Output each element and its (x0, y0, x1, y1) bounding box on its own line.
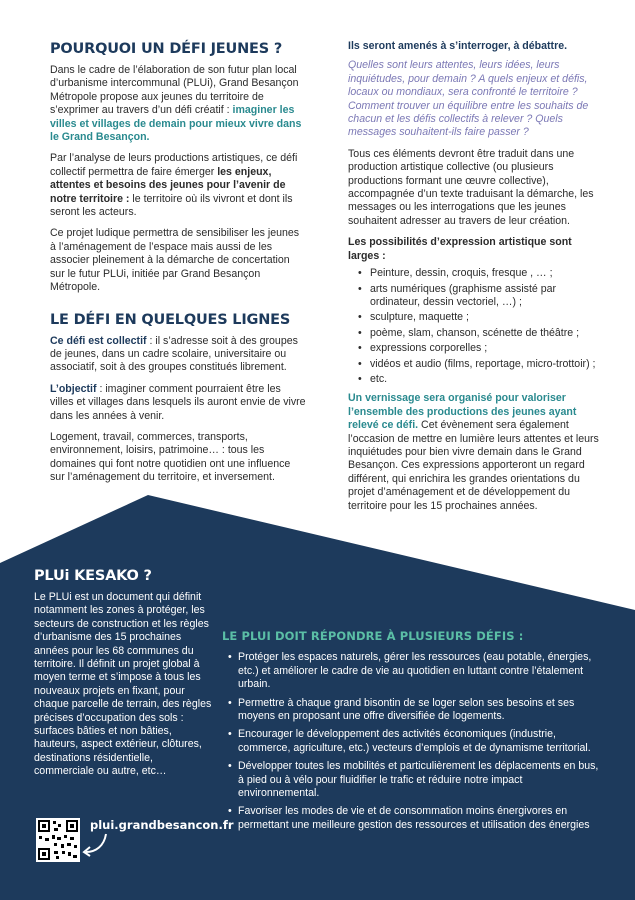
defis-section (222, 630, 602, 837)
paragraph-domaines: Logement, travail, commerces, transports, environnement, loisirs, patrimoine… : tous les domaines qui font notre quotidien ont une influence sur l’aménagement du territoire, et inversement. (50, 430, 291, 484)
list-item: • vidéos et audio (films, reportage, micro-trottoir) ; (370, 358, 600, 371)
list-item: • Développer toutes les mobilités et particulièrement les déplacements en bus, à pied ou à vélo pour fluidifier le trafic et réduire notre impact environnemental. (238, 760, 602, 800)
website-link[interactable]: plui.grandbesancon.fr (90, 818, 234, 832)
paragraph-intro: Dans le cadre de l’élaboration de son futur plan local d’urbanisme intercommunal (PLUi), Grand Besançon Métropole propose aux jeunes du territoire de s’exprimer au travers d’un défi créatif : imaginer les villes et villages de demain pour mieux vivre dans le Grand Besançon. (50, 64, 302, 144)
kesako-section (34, 567, 214, 787)
left-column (50, 40, 307, 493)
list-item: • sculpture, maquette ; (370, 311, 600, 324)
arrow-icon (80, 832, 110, 858)
paragraph-collectif: Ce défi est collectif : il s’adresse soit à des groupes de jeunes, dans un cadre scolaire, universitaire ou associatif, soit à des groupes constitués librement. (50, 334, 298, 374)
paragraph-ludique: Ce projet ludique permettra de sensibiliser les jeunes à l’aménagement de l’espace mais aussi de les associer pleinement à la démarche de concertation sur le futur PLUi, initiée par Grand Besançon Métropole. (50, 227, 300, 294)
questions-list: Quelles sont leurs attentes, leurs idées, leurs inquiétudes, pour demain ? A quels enjeux et défis, locaux ou mondiaux, sera confronté le territoire ? Comment trouver un équilibre entre les souhaits de chacun et les défis collectifs à relever ? Quels messages souhaitent-ils faire passer ? (348, 59, 589, 139)
list-item: • Peinture, dessin, croquis, fresque , … ; (370, 267, 600, 280)
list-item: • arts numériques (graphisme assisté par ordinateur, dessin vectoriel, …) ; (370, 283, 600, 310)
heading-kesako: PLUi KESAKO ? (34, 568, 152, 584)
list-item: • poème, slam, chanson, scénette de théâtre ; (370, 327, 600, 340)
paragraph-vernissage: Un vernissage sera organisé pour valoriser l’ensemble des productions des jeunes ayant relevé ce défi. Cet évènement sera également l’occasion de mettre en lumière leurs attentes et leurs inquiétudes pour bien vivre demain dans le Grand Besançon. Ces expressions apporteront un regard différent, qui enrichira les grandes orientations du projet d’aménagement et de développement du territoire pour les 15 prochaines années. (348, 392, 599, 512)
list-item: • Permettre à chaque grand bisontin de se loger selon ses besoins et ses moyens en proposant une offre diversifiée de logements. (238, 697, 602, 724)
paragraph-objectif: L’objectif : imaginer comment pourraient être les villes et villages dans lesquels ils auront envie de vivre dans les années à venir. (50, 382, 306, 422)
defis-list (222, 651, 602, 832)
arts-list (348, 267, 600, 386)
list-item: • Protéger les espaces naturels, gérer les ressources (eau potable, énergies, etc.) et améliorer le cadre de vie au quotidien en luttant contre l’étalement urbain. (238, 651, 602, 691)
qr-code-icon[interactable] (36, 818, 80, 862)
list-item: • etc. (370, 373, 600, 386)
list-item: • Favoriser les modes de vie et de consommation moins énergivores en permettant une meilleure gestion des ressources et utilisation des énergies (238, 805, 602, 832)
heading-pourquoi: POURQUOI UN DÉFI JEUNES ? (50, 41, 283, 57)
paragraph-debattre: Ils seront amenés à s’interroger, à débattre. (348, 40, 568, 52)
paragraph-kesako: Le PLUi est un document qui définit notamment les zones à protéger, les secteurs de construction et les règles d’urbanisme des 15 prochaines années pour les 68 communes du territoire. Il définit un projet global à moyen terme et s’impose à tous les nouveaux projets en fixant, pour chaque parcelle de terrain, des règles précises d’occupation des sols : surfaces bâties et non bâties, hauteurs, aspect extérieur, clôtures, destinations résidentielle, commerciale ou autre, etc… (34, 591, 212, 778)
heading-defis: LE PLUI DOIT RÉPONDRE À PLUSIEURS DÉFIS : (222, 629, 524, 643)
list-item: • expressions corporelles ; (370, 342, 600, 355)
list-item: • Encourager le développement des activités économiques (industrie, commerce, agriculture, etc.) vecteurs d’emplois et de dynamisme territorial. (238, 728, 602, 755)
paragraph-analyse: Par l’analyse de leurs productions artistiques, ce défi collectif permettra de faire émerger les enjeux, attentes et besoins des jeunes pour l’avenir de notre territoire : le territoire où ils vivront et dont ils seront les acteurs. (50, 152, 298, 219)
right-column (348, 40, 600, 521)
heading-possibilites: Les possibilités d’expression artistique sont larges : (348, 236, 572, 262)
heading-defi: LE DÉFI EN QUELQUES LIGNES (50, 311, 291, 328)
paragraph-elements: Tous ces éléments devront être traduit dans une production artistique collective (ou plusieurs productions formant une œuvre collective), accompagnée d’un texte traduisant la démarche, les messages ou les interrogations que les jeunes souhaitent adresser au travers de leur création. (348, 147, 594, 227)
